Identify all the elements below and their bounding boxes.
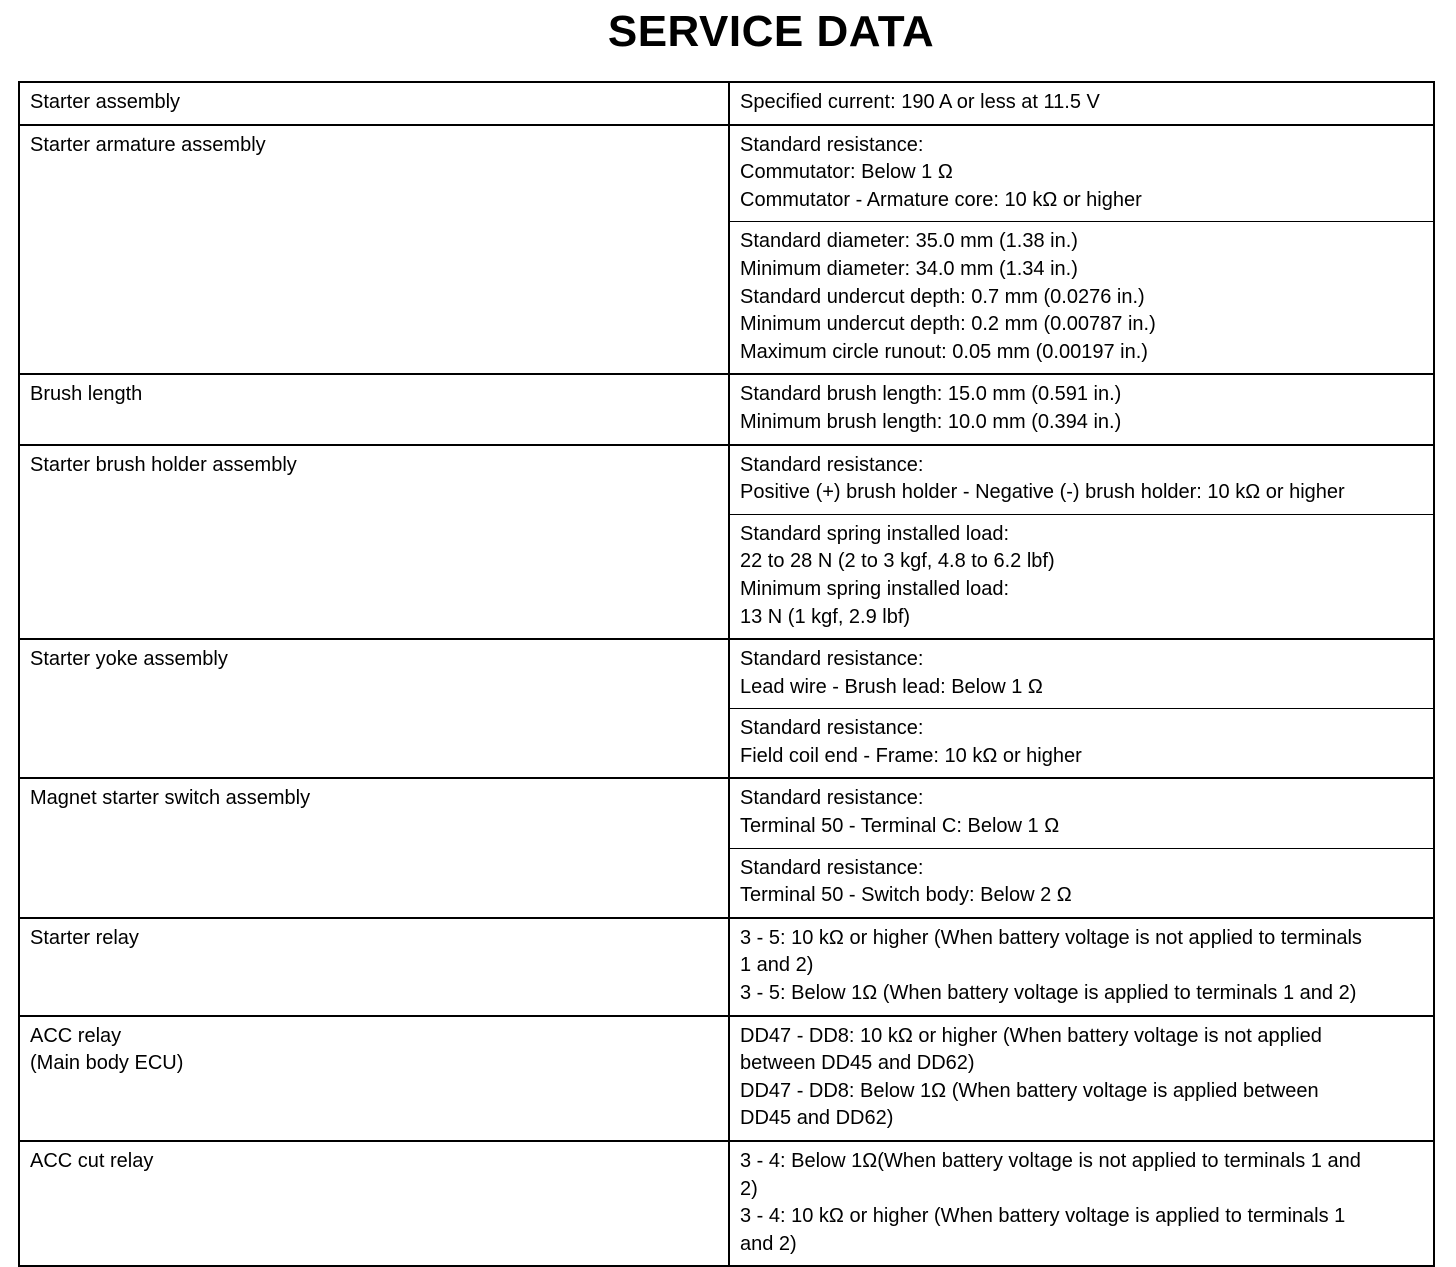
spec-line: 1 and 2) bbox=[740, 954, 814, 977]
spec-line: Terminal 50 - Switch body: Below 2 Ω bbox=[740, 884, 1072, 907]
service-data-table bbox=[18, 81, 1435, 1267]
component-name: Starter assembly bbox=[30, 91, 181, 113]
spec-cell bbox=[729, 778, 1434, 848]
spec-cell bbox=[729, 918, 1434, 1016]
spec-line: Standard resistance: bbox=[740, 453, 924, 476]
spec-line: Lead wire - Brush lead: Below 1 Ω bbox=[740, 675, 1043, 698]
component-cell bbox=[19, 1141, 729, 1266]
spec-line: DD47 - DD8: Below 1Ω (When battery voltage is applied between bbox=[740, 1079, 1319, 1102]
spec-line: Standard resistance: bbox=[740, 648, 924, 671]
page-title: SERVICE DATA bbox=[607, 7, 935, 56]
spec-line: 3 - 4: Below 1Ω(When battery voltage is not applied to terminals 1 and bbox=[740, 1150, 1361, 1172]
component-cell bbox=[19, 1016, 729, 1141]
spec-line: Commutator: Below 1 Ω bbox=[740, 161, 953, 184]
spec-line: DD47 - DD8: 10 kΩ or higher (When battery voltage is not applied bbox=[740, 1024, 1322, 1047]
spec-cell bbox=[729, 374, 1434, 444]
spec-line: Commutator - Armature core: 10 kΩ or higher bbox=[740, 188, 1142, 211]
component-cell bbox=[19, 639, 729, 778]
spec-line: Standard undercut depth: 0.7 mm (0.0276 in.) bbox=[740, 285, 1145, 308]
spec-cell bbox=[729, 639, 1434, 709]
spec-line: 22 to 28 N (2 to 3 kgf, 4.8 to 6.2 lbf) bbox=[740, 550, 1055, 573]
spec-cell bbox=[729, 1141, 1434, 1266]
spec-line: Minimum diameter: 34.0 mm (1.34 in.) bbox=[740, 257, 1078, 280]
component-name: Starter brush holder assembly bbox=[30, 453, 297, 476]
component-cell bbox=[19, 125, 729, 375]
spec-line: 2) bbox=[740, 1177, 758, 1200]
table-body bbox=[19, 82, 1434, 1266]
table-row bbox=[19, 918, 1434, 1016]
component-cell bbox=[19, 778, 729, 917]
spec-cell bbox=[729, 125, 1434, 222]
component-cell bbox=[19, 374, 729, 444]
spec-line: Minimum brush length: 10.0 mm (0.394 in.) bbox=[740, 410, 1122, 433]
spec-line: Terminal 50 - Terminal C: Below 1 Ω bbox=[740, 815, 1060, 838]
spec-line: and 2) bbox=[740, 1232, 797, 1255]
spec-line: Standard brush length: 15.0 mm (0.591 in.) bbox=[740, 383, 1122, 406]
table-row bbox=[19, 445, 1434, 515]
component-name: ACC relay bbox=[30, 1024, 122, 1047]
component-name: Starter relay bbox=[30, 926, 139, 949]
spec-cell bbox=[729, 82, 1434, 125]
spec-cell bbox=[729, 709, 1434, 779]
table-row bbox=[19, 639, 1434, 709]
spec-line: 3 - 4: 10 kΩ or higher (When battery voltage is applied to terminals 1 bbox=[740, 1205, 1346, 1228]
spec-line: Standard resistance: bbox=[740, 133, 924, 156]
spec-line: Standard diameter: 35.0 mm (1.38 in.) bbox=[740, 230, 1078, 253]
table-row bbox=[19, 778, 1434, 848]
spec-line: Standard resistance: bbox=[740, 787, 924, 810]
spec-line: Positive (+) brush holder - Negative (-) brush holder: 10 kΩ or higher bbox=[740, 481, 1345, 504]
table-row bbox=[19, 1141, 1434, 1266]
spec-line: DD45 and DD62) bbox=[740, 1107, 894, 1130]
component-name: Starter yoke assembly bbox=[30, 648, 228, 671]
component-cell bbox=[19, 82, 729, 125]
spec-line: Minimum undercut depth: 0.2 mm (0.00787 in.) bbox=[740, 313, 1156, 336]
spec-line: Maximum circle runout: 0.05 mm (0.00197 in.) bbox=[740, 340, 1148, 363]
component-cell bbox=[19, 918, 729, 1016]
spec-line: 13 N (1 kgf, 2.9 lbf) bbox=[740, 605, 911, 628]
component-name: (Main body ECU) bbox=[30, 1052, 184, 1075]
spec-line: Specified current: 190 A or less at 11.5 V bbox=[740, 91, 1100, 113]
spec-cell bbox=[729, 445, 1434, 515]
table-row bbox=[19, 374, 1434, 444]
component-name: ACC cut relay bbox=[30, 1150, 154, 1172]
spec-cell bbox=[729, 1016, 1434, 1141]
spec-line: Standard resistance: bbox=[740, 856, 924, 879]
component-name: Brush length bbox=[30, 383, 143, 406]
spec-cell bbox=[729, 514, 1434, 639]
spec-line: 3 - 5: Below 1Ω (When battery voltage is applied to terminals 1 and 2) bbox=[740, 982, 1357, 1005]
table-row bbox=[19, 1016, 1434, 1141]
spec-cell bbox=[729, 848, 1434, 918]
spec-line: between DD45 and DD62) bbox=[740, 1052, 975, 1075]
spec-line: Standard resistance: bbox=[740, 717, 924, 740]
component-cell bbox=[19, 445, 729, 640]
spec-line: Minimum spring installed load: bbox=[740, 577, 1010, 600]
spec-line: Field coil end - Frame: 10 kΩ or higher bbox=[740, 744, 1082, 767]
spec-line: 3 - 5: 10 kΩ or higher (When battery voltage is not applied to terminals bbox=[740, 926, 1362, 949]
spec-cell bbox=[729, 222, 1434, 374]
component-name: Magnet starter switch assembly bbox=[30, 787, 311, 810]
spec-line: Standard spring installed load: bbox=[740, 522, 1010, 545]
table-row bbox=[19, 82, 1434, 125]
table-row bbox=[19, 125, 1434, 222]
component-name: Starter armature assembly bbox=[30, 133, 266, 156]
